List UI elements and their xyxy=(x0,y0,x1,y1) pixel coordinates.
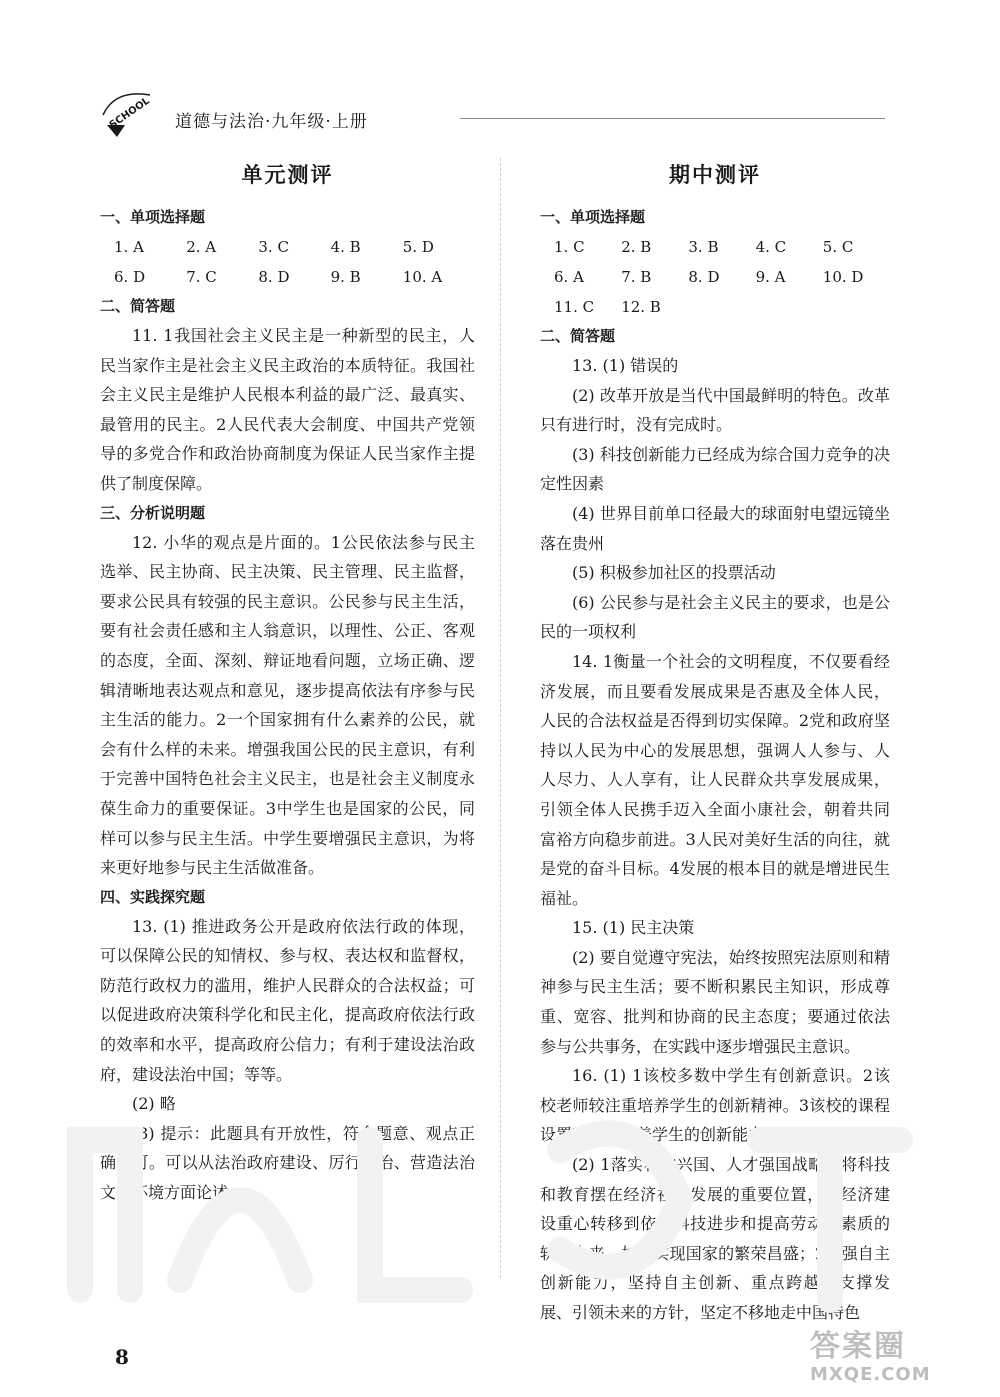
answer-mid-q14: 14. 1衡量一个社会的文明程度，不仅要看经济发展，而且要看发展成果是否惠及全体人民，人民的合法权益是否得到切实保障。2党和政府坚持以人民为中心的发展思想，强调人人参与、人人尽力、人人享有，让人民群众共享发展成果，引领全体人民携手迈入全面小康社会，朝着共同富裕方向稳步前进。3人民对美好生活的向往，就是党的奋斗目标。4发展的根本目的就是增进民生福祉。 xyxy=(540,651,890,908)
answer-item: 3. C xyxy=(258,238,289,256)
answer-mid-q13-5: (5) 积极参加社区的投票活动 xyxy=(572,563,776,583)
answer-item: 6. D xyxy=(114,268,146,286)
watermark-cn: 答案圈 xyxy=(810,1329,906,1364)
answer-item: 10. D xyxy=(822,268,864,286)
left-column xyxy=(100,155,475,1208)
answer-q12: 12. 小华的观点是片面的。1公民依法参与民主选举、民主协商、民主决策、民主管理、民主监督，要求公民具有较强的民主意识。公民参与民主生活，要有社会责任感和主人翁意识，以理性、公正、客观的态度，全面、深刻、辩证地看问题，立场正确、逻辑清晰地表达观点和意见，逐步提高依法有序参与民主生活的能力。2一个国家拥有什么素养的公民，就会有什么样的未来。增强我国公民的民主意识，有利于完善中国特色社会主义民主，也是社会主义制度永葆生命力的重要保证。3中学生也是国家的公民，同样可以参与民主生活。中学生要增强民主意识，为将来更好地参与民主生活做准备。 xyxy=(100,532,475,878)
answer-item: 4. C xyxy=(755,238,787,256)
left-section-analysis: 三、分析说明题 xyxy=(100,503,206,522)
logo-text: SCHOOL xyxy=(107,95,152,132)
right-column xyxy=(540,155,890,1328)
answer-item: 9. B xyxy=(330,268,361,286)
right-column-title: 期中测评 xyxy=(669,162,761,187)
answer-item: 1. C xyxy=(554,238,585,256)
answer-mid-q16-2: (2) 1落实科教兴国、人才强国战略，将科技和教育摆在经济社会发展的重要位置，把经济建设重心转移到依靠科技进步和提高劳动者素质的轨道上来，加速实现国家的繁荣昌盛；2增强自主创新能力，坚持自主创新、重点跨越、支撑发展、引领未来的方针，坚定不移地走中国特色 xyxy=(540,1155,890,1322)
watermark-en: MXQE.COM xyxy=(810,1364,931,1385)
answer-mid-q15-2: (2) 要自觉遵守宪法，始终按照宪法原则和精神参与民主生活；要不断积累民主知识，形成尊重、宽容、批判和协商的民主态度；要通过依法参与公共事务，在实践中逐步增强民主意识。 xyxy=(540,947,890,1056)
header-rule xyxy=(460,118,885,119)
page-number: 8 xyxy=(115,1345,129,1369)
answer-item: 11. C xyxy=(554,298,595,316)
answer-item: 8. D xyxy=(258,268,290,286)
answer-q13-3: (3) 提示：此题具有开放性，符合题意、观点正确即可。可以从法治政府建设、厉行法治、营造法治文化环境方面论述。 xyxy=(100,1123,475,1203)
answer-q13-2: (2) 略 xyxy=(132,1094,176,1114)
answer-item: 9. A xyxy=(755,268,786,286)
answer-mid-q16-1: 16. (1) 1该校多数中学生有创新意识。2该校老师较注重培养学生的创新精神。3该校的课程设置不利于培养学生的创新能力。 xyxy=(540,1066,890,1145)
answer-mid-q13-6: (6) 公民参与是社会主义民主的要求，也是公民的一项权利 xyxy=(540,592,890,642)
answer-item: 5. C xyxy=(822,238,854,256)
left-section-choice: 一、单项选择题 xyxy=(100,208,206,226)
answer-item: 2. B xyxy=(621,238,652,256)
left-choice-grid xyxy=(100,232,475,292)
answer-mid-q13-1: 13. (1) 错误的 xyxy=(572,356,679,375)
answer-item: 5. D xyxy=(402,238,434,256)
left-section-short: 二、简答题 xyxy=(100,297,176,315)
answer-item: 6. A xyxy=(554,268,584,286)
left-column-title: 单元测评 xyxy=(241,162,334,187)
answer-item: 7. C xyxy=(186,268,217,286)
right-choice-grid xyxy=(540,232,890,322)
answer-mid-q15-1: 15. (1) 民主决策 xyxy=(572,918,695,938)
answer-item: 10. A xyxy=(402,268,443,286)
answer-q11: 11. 1我国社会主义民主是一种新型的民主，人民当家作主是社会主义民主政治的本质特征。我国社会主义民主是维护人民根本利益的最广泛、最真实、最管用的民主。2人民代表大会制度、中国共产党领导的多党合作和政治协商制度为保证人民当家作主提供了制度保障。 xyxy=(100,326,475,493)
answer-item: 3. B xyxy=(688,238,719,256)
right-section-short: 二、简答题 xyxy=(540,327,616,345)
right-section-choice: 一、单项选择题 xyxy=(540,208,646,226)
answer-item: 7. B xyxy=(621,268,652,286)
answer-item: 1. A xyxy=(114,238,144,256)
header-title: 道德与法治·九年级·上册 xyxy=(175,112,368,132)
left-section-practice: 四、实践探究题 xyxy=(100,887,206,906)
answer-item: 8. D xyxy=(688,268,720,286)
answer-mid-q13-4: (4) 世界目前单口径最大的球面射电望远镜坐落在贵州 xyxy=(540,503,890,553)
answer-item: 12. B xyxy=(621,298,661,316)
answer-mid-q13-2: (2) 改革开放是当代中国最鲜明的特色。改革只有进行时，没有完成时。 xyxy=(540,385,890,435)
page-header xyxy=(95,85,895,145)
answer-mid-q13-3: (3) 科技创新能力已经成为综合国力竞争的决定性因素 xyxy=(540,444,890,494)
site-watermark xyxy=(810,1330,980,1390)
school-logo-icon xyxy=(95,85,165,145)
column-divider xyxy=(500,158,501,1278)
answer-item: 2. A xyxy=(186,238,217,256)
answer-item: 4. B xyxy=(330,238,361,256)
answer-q13-1: 13. (1) 推进政务公开是政府依法行政的体现，可以保障公民的知情权、参与权、表达权和监督权，防范行政权力的滥用，维护人民群众的合法权益；可以促进政府决策科学化和民主化，提高政府依法行政的效率和水平，提高政府公信力；有利于建设法治政府，建设法治中国；等等。 xyxy=(100,916,475,1084)
